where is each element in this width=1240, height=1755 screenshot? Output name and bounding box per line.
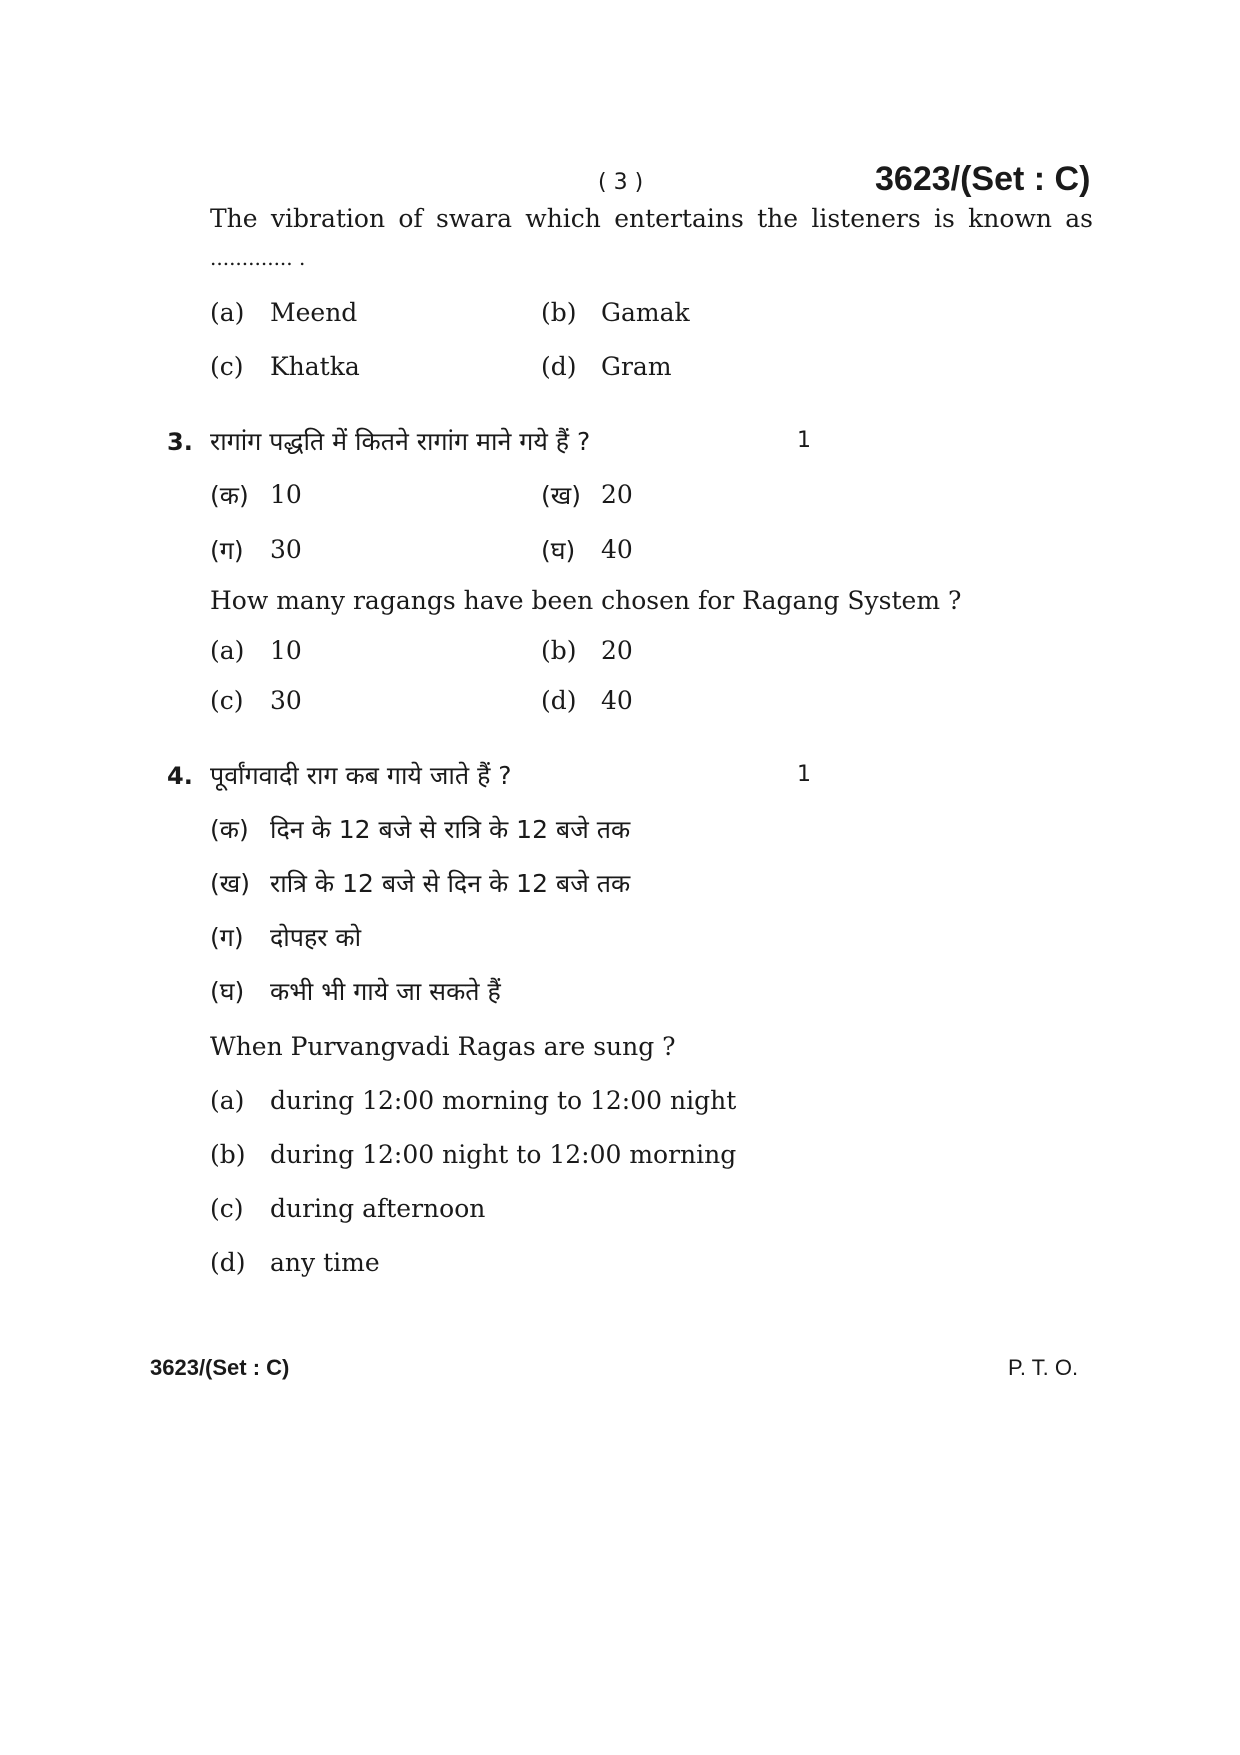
option-text: 40 [601,535,633,564]
option-text: during 12:00 morning to 12:00 night [270,1086,737,1115]
question-number: 3. [167,428,193,456]
option-text: Gram [601,352,672,381]
q3-marks: 1 [797,428,811,453]
option-label: (a) [210,298,245,327]
pto-label: P. T. O. [1008,1355,1079,1380]
option-label: (घ) [541,536,576,565]
q2-english-stem-line2: ............. . [210,246,306,270]
q2-english-stem-line1: The vibration of swara which entertains the listeners is known as [210,204,1093,233]
option-label: (d) [541,686,577,715]
option-text: any time [270,1248,380,1277]
option-text: 20 [601,480,633,509]
q4-hindi-stem: पूर्वांगवादी राग कब गाये जाते हैं ? [210,761,512,790]
option-text: 20 [601,636,633,665]
option-label: (ग) [210,536,244,565]
option-label: (क) [210,815,249,844]
option-label: (c) [210,686,244,715]
question-number: 4. [167,762,193,790]
option-label: (b) [541,298,577,327]
option-label: (ख) [541,481,581,510]
option-label: (ग) [210,923,244,952]
option-text: 10 [270,636,302,665]
option-label: (a) [210,1086,245,1115]
paper-code-footer: 3623/(Set : C) [150,1355,290,1380]
option-text: Gamak [601,298,690,327]
option-label: (घ) [210,977,245,1006]
option-label: (ख) [210,869,250,898]
option-label: (b) [541,636,577,665]
option-text: रात्रि के 12 बजे से दिन के 12 बजे तक [270,869,631,898]
paper-code-header: 3623/(Set : C) [875,160,1091,198]
option-label: (c) [210,1194,244,1223]
q4-marks: 1 [797,762,811,787]
option-label: (क) [210,481,249,510]
option-label: (d) [541,352,577,381]
option-label: (d) [210,1248,246,1277]
option-text: 30 [270,686,302,715]
option-text: 40 [601,686,633,715]
option-text: 30 [270,535,302,564]
option-text: कभी भी गाये जा सकते हैं [270,977,501,1006]
option-label: (b) [210,1140,246,1169]
option-text: during 12:00 night to 12:00 morning [270,1140,737,1169]
option-label: (c) [210,352,244,381]
option-text: during afternoon [270,1194,486,1223]
page-number: ( 3 ) [598,170,644,195]
option-text: 10 [270,480,302,509]
option-text: Meend [270,298,358,327]
option-text: दिन के 12 बजे से रात्रि के 12 बजे तक [270,815,631,844]
option-label: (a) [210,636,245,665]
q3-english-stem: How many ragangs have been chosen for Ragang System ? [210,586,962,615]
option-text: दोपहर को [270,923,362,952]
q4-english-stem: When Purvangvadi Ragas are sung ? [210,1032,676,1061]
option-text: Khatka [270,352,360,381]
q3-hindi-stem: रागांग पद्धति में कितने रागांग माने गये हैं ? [210,427,591,456]
